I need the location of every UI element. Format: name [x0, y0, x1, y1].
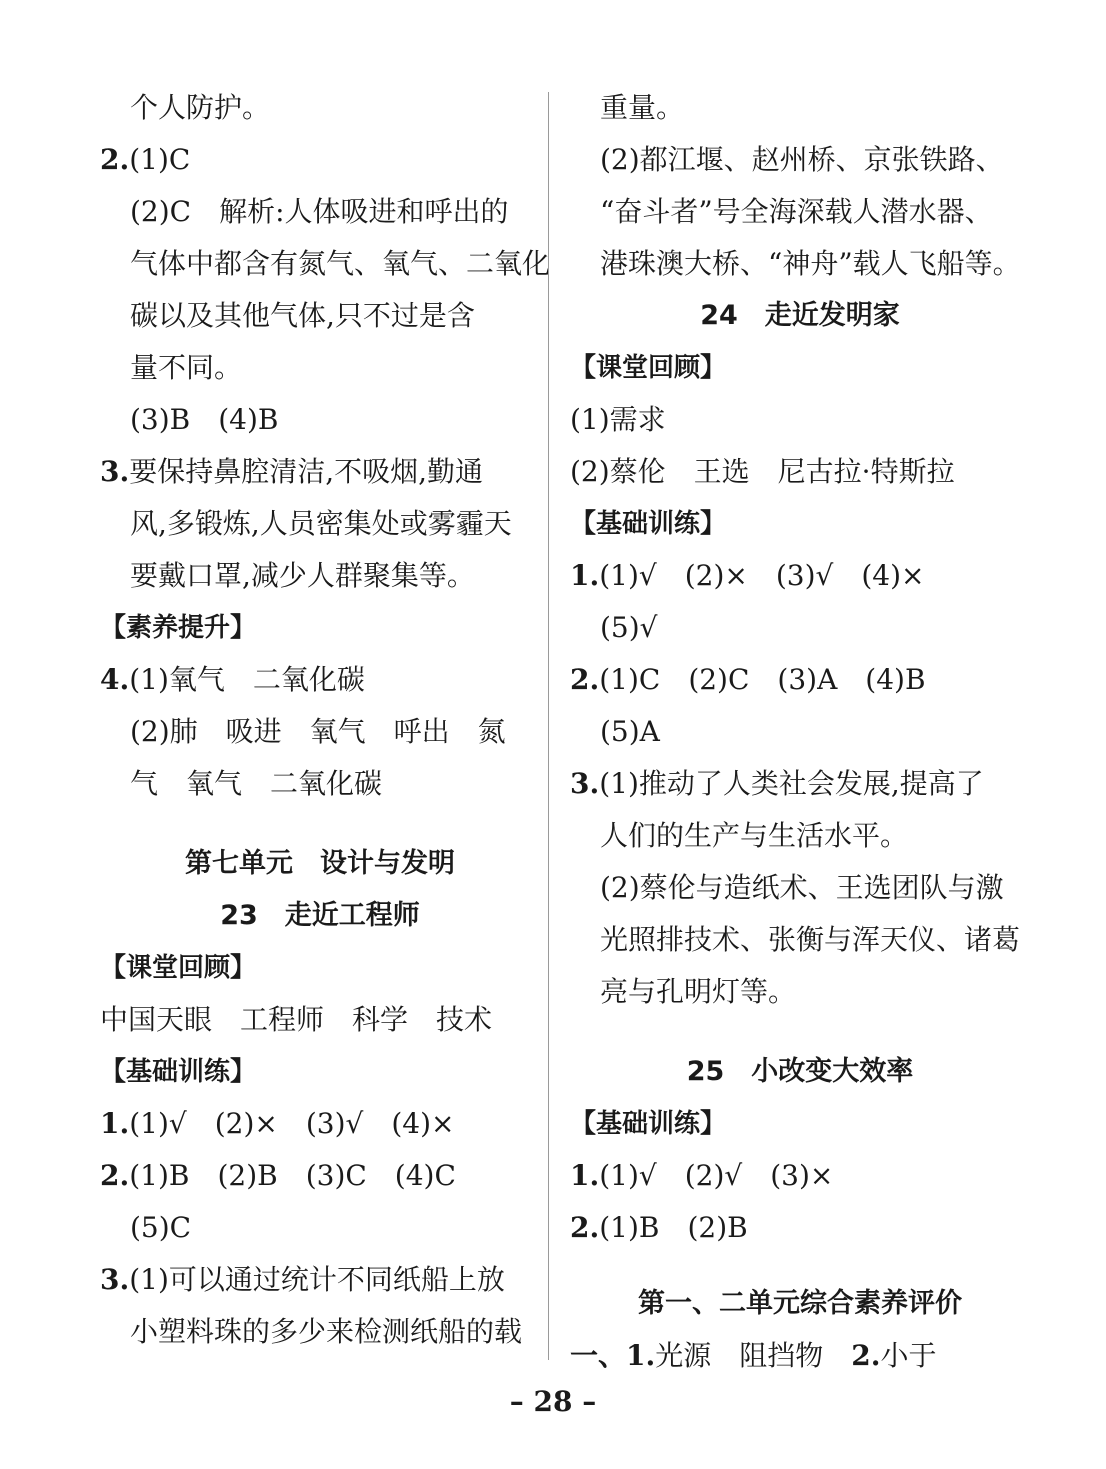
answer-text: (1)可以通过统计不同纸船上放 — [129, 1263, 505, 1296]
text-line: (5)√ — [600, 611, 658, 644]
question-2 — [100, 140, 190, 180]
answer-text: (1)√ (2)√ (3)× — [599, 1159, 834, 1192]
question-number: 1. — [570, 1159, 600, 1192]
answer-text: 要保持鼻腔清洁,不吸烟,勤通 — [129, 455, 484, 488]
answer-text: (1)推动了人类社会发展,提高了 — [599, 767, 984, 800]
section-label: 【基础训练】 — [570, 509, 727, 539]
text-line: 气体中都含有氮气、氧气、二氧化 — [130, 247, 551, 280]
text-line: (2)蔡伦 王选 尼古拉·特斯拉 — [570, 455, 955, 488]
text-line: 亮与孔明灯等。 — [600, 975, 797, 1008]
question-2 — [570, 1208, 748, 1248]
text-line: 量不同。 — [130, 351, 243, 384]
question-2 — [100, 1156, 456, 1196]
text-line: “奋斗者”号全海深载人潜水器、 — [600, 195, 993, 228]
answer-text: 小于 — [880, 1339, 937, 1372]
question-3 — [100, 1260, 505, 1300]
section-label: 【素养提升】 — [100, 613, 257, 643]
column-divider — [548, 92, 549, 1360]
question-number: 2. — [100, 143, 130, 176]
answer-text: (1)√ (2)× (3)√ (4)× — [129, 1107, 455, 1140]
part-prefix: 一、 — [570, 1339, 627, 1372]
question-number: 3. — [570, 767, 600, 800]
text-line: (3)B (4)B — [130, 403, 279, 436]
question-number: 2. — [570, 663, 600, 696]
question-1 — [100, 1104, 455, 1144]
question-number: 2. — [851, 1339, 881, 1372]
section-label: 【课堂回顾】 — [570, 353, 727, 383]
answer-text: (1)C (2)C (3)A (4)B — [599, 663, 926, 696]
answer-text: (1)B (2)B (3)C (4)C — [129, 1159, 456, 1192]
answer-text: (1)氧气 二氧化碳 — [129, 663, 365, 696]
answer-text: 光源 阻挡物 — [655, 1339, 824, 1372]
text-line: (2)肺 吸进 氧气 呼出 氮 — [130, 715, 506, 748]
question-3 — [570, 764, 984, 804]
answer-text: (1)C — [129, 143, 191, 176]
text-line: 人们的生产与生活水平。 — [600, 819, 909, 852]
text-line: 要戴口罩,减少人群聚集等。 — [130, 559, 475, 592]
question-number: 1. — [100, 1107, 130, 1140]
question-number: 2. — [100, 1159, 130, 1192]
text-line: 风,多锻炼,人员密集处或雾霾天 — [130, 507, 512, 540]
text-line: (2)蔡伦与造纸术、王选团队与激 — [600, 871, 1004, 904]
question-number: 1. — [570, 559, 600, 592]
text-line: (5)C — [130, 1211, 192, 1244]
text-line: 港珠澳大桥、“神舟”载人飞船等。 — [600, 247, 1021, 280]
question-1 — [570, 556, 925, 596]
question-4 — [100, 660, 365, 700]
text-line: (2)都江堰、赵州桥、京张铁路、 — [600, 143, 1004, 176]
answer-text: (1)B (2)B — [599, 1211, 748, 1244]
evaluation-line — [570, 1336, 937, 1376]
question-number: 2. — [570, 1211, 600, 1244]
text-line: 气 氧气 二氧化碳 — [130, 767, 383, 800]
evaluation-title: 第一、二单元综合素养评价 — [638, 1288, 962, 1319]
lesson-title: 23 走近工程师 — [220, 900, 420, 931]
question-number: 3. — [100, 455, 130, 488]
text-line: (2)C 解析:人体吸进和呼出的 — [130, 195, 509, 228]
question-3 — [100, 452, 483, 492]
text-line: 碳以及其他气体,只不过是含 — [130, 299, 475, 332]
text-line: 重量。 — [600, 91, 685, 124]
page-number: – 28 – — [509, 1385, 597, 1418]
question-number: 4. — [100, 663, 130, 696]
answer-text: (1)√ (2)× (3)√ (4)× — [599, 559, 925, 592]
text-line: (1)需求 — [570, 403, 666, 436]
section-label: 【课堂回顾】 — [100, 953, 257, 983]
section-label: 【基础训练】 — [100, 1057, 257, 1087]
text-line: 中国天眼 工程师 科学 技术 — [100, 1003, 493, 1036]
text-line: 个人防护。 — [130, 91, 271, 124]
section-label: 【基础训练】 — [570, 1109, 727, 1139]
text-line: 光照排技术、张衡与浑天仪、诸葛 — [600, 923, 1021, 956]
question-number: 1. — [626, 1339, 656, 1372]
text-line: 小塑料珠的多少来检测纸船的载 — [130, 1315, 523, 1348]
question-1 — [570, 1156, 833, 1196]
lesson-title: 24 走近发明家 — [700, 300, 900, 331]
question-2 — [570, 660, 926, 700]
lesson-title: 25 小改变大效率 — [686, 1056, 914, 1087]
question-number: 3. — [100, 1263, 130, 1296]
unit-title: 第七单元 设计与发明 — [185, 848, 455, 879]
text-line: (5)A — [600, 715, 660, 748]
